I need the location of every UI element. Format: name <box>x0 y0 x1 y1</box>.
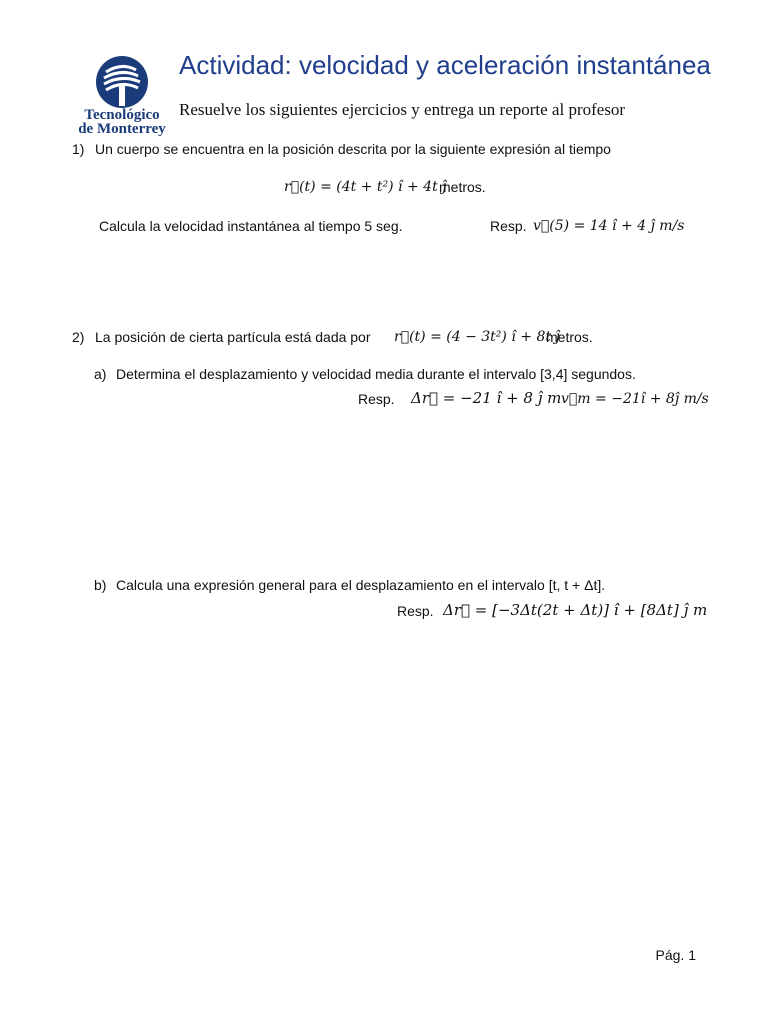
q2a-answer-velocity: v⃗m = −21î + 8ĵ m/s <box>561 391 709 407</box>
q2a-label: a) <box>94 366 107 382</box>
q1-answer: v⃗(5) = 14 î + 4 ĵ m/s <box>533 218 685 234</box>
q2-text: La posición de cierta partícula está dada por <box>95 329 371 345</box>
logo-line2: de Monterrey <box>78 121 166 137</box>
q2b-label: b) <box>94 577 107 593</box>
torch-emblem-icon <box>76 54 168 114</box>
q1-units: metros. <box>439 179 486 195</box>
q1-task: Calcula la velocidad instantánea al tiempo 5 seg. <box>99 218 403 234</box>
q1-number: 1) <box>72 141 85 157</box>
q2a-answer-label: Resp. <box>358 391 395 407</box>
q1-text: Un cuerpo se encuentra en la posición descrita por la siguiente expresión al tiempo <box>95 141 611 157</box>
q1-answer-label: Resp. <box>490 218 527 234</box>
q2-formula: r⃗(t) = (4 − 3t²) î + 8t ĵ <box>394 329 560 345</box>
q2-number: 2) <box>72 329 85 345</box>
q1-formula: r⃗(t) = (4t + t²) î + 4t ĵ <box>284 179 447 195</box>
page-subtitle: Resuelve los siguientes ejercicios y entrega un reporte al profesor <box>179 100 626 119</box>
logo-line1: Tecnológico <box>84 107 160 123</box>
q2b-answer: Δr⃗ = [−3Δt(2t + Δt)] î + [8Δt] ĵ m <box>443 601 708 619</box>
q2a-text: Determina el desplazamiento y velocidad media durante el intervalo [3,4] segundos. <box>116 366 636 382</box>
q2-units: metros. <box>546 329 593 345</box>
q2b-text: Calcula una expresión general para el desplazamiento en el intervalo [t, t + Δt]. <box>116 577 606 593</box>
page-title: Actividad: velocidad y aceleración instantánea <box>179 50 711 80</box>
page-number: Pág. 1 <box>655 947 696 963</box>
logo-wordmark <box>76 108 168 136</box>
q2b-answer-label: Resp. <box>397 603 434 619</box>
q2a-answer-displacement: Δr⃗ = −21 î + 8 ĵ m <box>411 389 562 407</box>
